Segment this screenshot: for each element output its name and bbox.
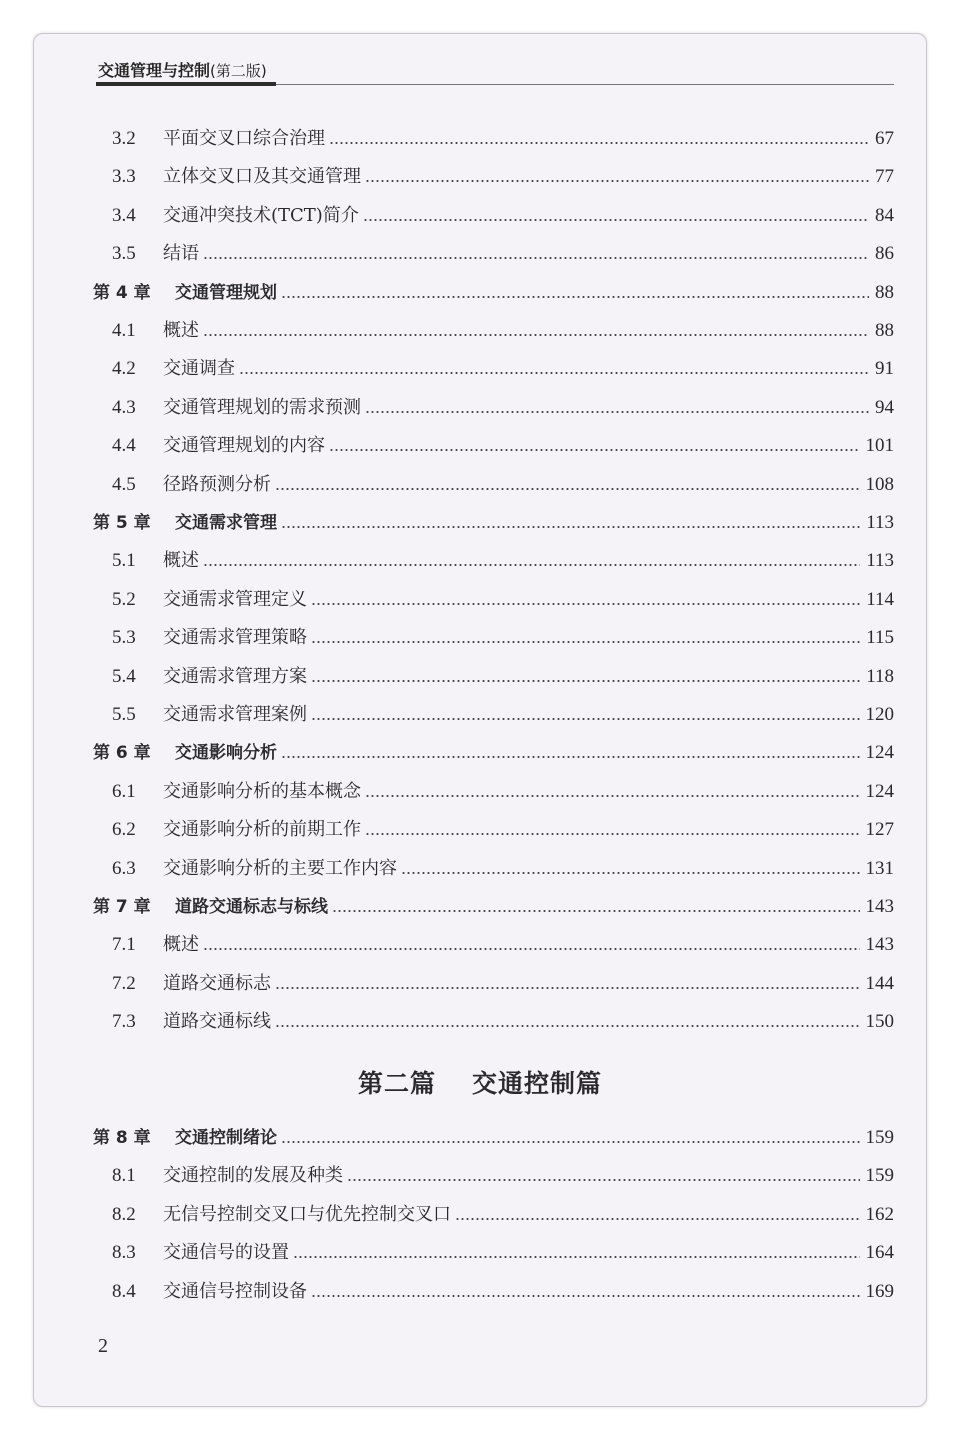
entry-number: 4.5 [112,473,136,495]
dot-leader [311,679,860,683]
entry-title: 交通管理规划的内容 [163,435,325,457]
dot-leader [293,1255,860,1259]
dot-leader [455,1217,860,1221]
entry-title: 交通需求管理策略 [163,627,307,649]
entry-page: 91 [875,358,894,380]
entry-page: 115 [866,627,894,649]
entry-number: 3.4 [112,204,136,226]
entry-number: 5.4 [112,665,136,687]
book-title: 交通管理与控制 [98,61,211,80]
entry-number: 5.2 [112,588,136,610]
entry-title: 交通影响分析的前期工作 [163,819,361,841]
toc-section-entry[interactable] [0,390,960,420]
entry-number: 5.1 [112,550,136,572]
entry-page: 159 [865,1165,894,1187]
entry-page: 67 [875,128,894,149]
entry-title: 交通调查 [163,358,235,380]
dot-leader [365,832,860,836]
entry-number: 3.5 [112,243,136,265]
dot-leader [329,141,869,145]
entry-title: 道路交通标志 [163,972,271,994]
entry-page: 144 [865,972,894,994]
entry-page: 77 [875,166,894,188]
toc-chapter-entry[interactable] [0,275,960,305]
entry-page: 84 [875,204,894,226]
entry-number: 7.1 [112,934,136,956]
toc-section-entry[interactable] [0,1158,960,1188]
entry-page: 108 [865,473,894,495]
entry-number: 5.3 [112,627,136,649]
dot-leader [281,755,860,759]
entry-title: 交通需求管理定义 [163,588,307,610]
toc-chapter-entry[interactable] [0,889,960,919]
entry-number: 8.2 [112,1203,136,1225]
dot-leader [281,295,869,299]
entry-page: 150 [865,1011,894,1033]
toc-section-entry[interactable] [0,351,960,381]
toc-section-entry[interactable] [0,1197,960,1227]
dot-leader [311,602,860,606]
dot-leader [365,410,869,414]
dot-leader [203,947,860,951]
dot-leader [275,986,860,990]
entry-number: 8.4 [112,1280,136,1302]
entry-number: 第 6 章 [93,743,151,764]
entry-title: 交通控制绪论 [175,1128,277,1148]
toc-section-entry[interactable] [0,582,960,612]
entry-number: 4.3 [112,396,136,418]
entry-title: 概述 [163,934,199,956]
entry-number: 6.2 [112,819,136,841]
dot-leader [281,1140,860,1144]
dot-leader [363,218,869,222]
entry-title: 概述 [163,550,199,572]
header-rule-thick [96,82,276,86]
toc-chapter-entry[interactable] [0,505,960,535]
entry-page: 124 [865,780,894,802]
toc-section-entry[interactable] [0,121,960,151]
dot-leader [311,1294,860,1298]
entry-page: 86 [875,243,894,265]
entry-page: 114 [866,588,894,610]
entry-page: 101 [865,435,894,457]
dot-leader [311,640,860,644]
edition: (第二版) [210,62,267,80]
toc-section-entry[interactable] [0,1004,960,1034]
toc-section-entry[interactable] [0,774,960,804]
entry-page: 118 [866,665,894,687]
entry-title: 交通需求管理案例 [163,704,307,725]
entry-page: 131 [865,857,894,879]
entry-title: 结语 [163,243,199,265]
toc-section-entry[interactable] [0,659,960,689]
header-rule-thin [276,84,894,85]
entry-number: 4.2 [112,358,136,380]
entry-page: 159 [865,1127,894,1148]
entry-title: 交通需求管理方案 [163,665,307,687]
dot-leader [203,256,869,260]
entry-page: 143 [865,896,894,917]
dot-leader [329,448,860,452]
toc-section-entry[interactable] [0,428,960,458]
entry-title: 交通需求管理 [175,513,277,533]
dot-leader [203,563,860,567]
toc-section-entry[interactable] [0,620,960,650]
entry-title: 交通信号的设置 [163,1242,289,1264]
entry-title: 交通控制的发展及种类 [163,1165,343,1187]
entry-page: 164 [865,1242,894,1264]
entry-page: 113 [866,550,894,572]
entry-number: 6.3 [112,857,136,879]
entry-page: 143 [865,934,894,956]
entry-title: 立体交叉口及其交通管理 [163,166,361,188]
entry-page: 127 [865,819,894,841]
entry-page: 169 [865,1280,894,1302]
toc-section-entry[interactable] [0,159,960,189]
toc-section-entry[interactable] [0,543,960,573]
toc-chapter-entry[interactable] [0,735,960,765]
entry-page: 162 [865,1203,894,1225]
entry-number: 8.1 [112,1165,136,1187]
entry-title: 平面交叉口综合治理 [163,128,325,149]
toc-section-entry[interactable] [0,927,960,957]
dot-leader [275,1024,860,1028]
entry-title: 道路交通标线 [163,1011,271,1033]
toc-section-entry[interactable] [0,236,960,266]
entry-number: 7.2 [112,972,136,994]
entry-number: 第 4 章 [93,282,151,303]
dot-leader [203,333,869,337]
entry-title: 径路预测分析 [163,473,271,495]
entry-page: 94 [875,396,894,418]
entry-page: 88 [875,281,894,303]
entry-title: 交通影响分析的基本概念 [163,780,361,802]
toc-section-entry[interactable] [0,198,960,228]
dot-leader [332,909,860,913]
entry-page: 120 [865,704,894,725]
part-heading [0,1064,960,1100]
part-label: 第二篇 [357,1069,436,1098]
entry-title: 无信号控制交叉口与优先控制交叉口 [163,1203,451,1225]
running-header [98,58,267,81]
dot-leader [401,871,860,875]
toc-section-entry[interactable] [0,467,960,497]
entry-number: 4.4 [112,435,136,457]
toc-section-entry[interactable] [0,812,960,842]
entry-number: 8.3 [112,1242,136,1264]
entry-title: 道路交通标志与标线 [175,897,328,917]
toc-chapter-entry[interactable] [0,1120,960,1150]
entry-page: 88 [875,320,894,341]
entry-number: 7.3 [112,1011,136,1033]
page-number: 2 [98,1335,108,1357]
dot-leader [365,179,869,183]
dot-leader [365,794,860,798]
toc-section-entry[interactable] [0,313,960,343]
toc-section-entry[interactable] [0,1274,960,1304]
toc-section-entry[interactable] [0,851,960,881]
entry-number: 3.3 [112,166,136,188]
entry-number: 3.2 [112,128,136,149]
entry-number: 第 8 章 [93,1128,151,1148]
entry-title: 交通管理规划 [175,282,277,303]
dot-leader [275,487,860,491]
entry-number: 4.1 [112,320,136,341]
entry-title: 概述 [163,320,199,341]
entry-title: 交通影响分析 [175,743,277,764]
entry-page: 113 [866,512,894,533]
dot-leader [347,1178,860,1182]
toc-section-entry[interactable] [0,1235,960,1265]
entry-title: 交通信号控制设备 [163,1280,307,1302]
dot-leader [311,717,860,721]
entry-title: 交通影响分析的主要工作内容 [163,857,397,879]
entry-title: 交通冲突技术(TCT)简介 [163,204,359,226]
entry-page: 124 [865,742,894,764]
dot-leader [239,371,869,375]
entry-title: 交通管理规划的需求预测 [163,396,361,418]
toc-section-entry[interactable] [0,697,960,727]
dot-leader [281,525,860,529]
entry-number: 第 5 章 [93,513,151,533]
entry-number: 第 7 章 [93,897,151,917]
entry-number: 6.1 [112,780,136,802]
toc-section-entry[interactable] [0,966,960,996]
entry-number: 5.5 [112,704,136,725]
part-title: 交通控制篇 [472,1069,603,1098]
